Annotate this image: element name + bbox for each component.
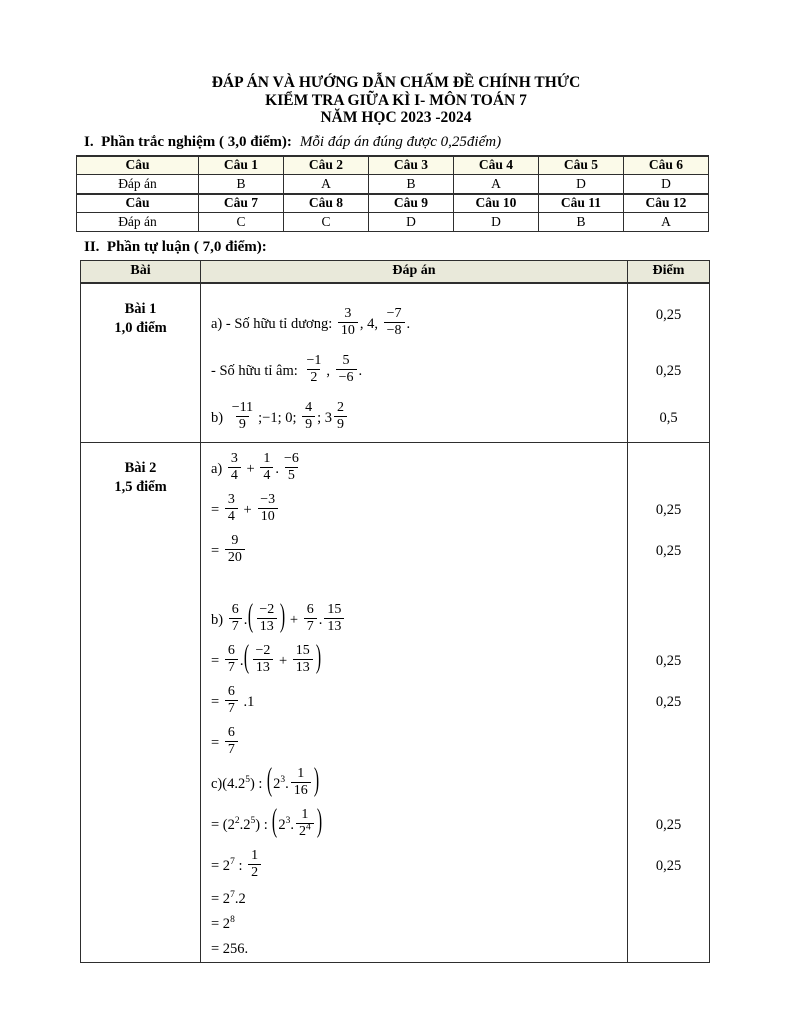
solution-line: [201, 442, 628, 490]
left-paren: (: [266, 763, 273, 798]
fraction: $\frac{6}{7}$: [229, 602, 242, 635]
math-text: b): [211, 611, 227, 628]
mc-row-label: Câu: [77, 156, 199, 175]
score-value: 0,25: [628, 348, 710, 395]
fraction: $\frac{-3}{10}$: [257, 492, 278, 525]
mc-question-cell: Câu 3: [369, 156, 454, 175]
mc-answer-cell: C: [284, 213, 369, 232]
fraction: $\frac{-1}{2}$: [306, 352, 322, 385]
solution-line: [201, 490, 628, 531]
fraction: $\frac{15}{13}$: [293, 643, 313, 676]
solution-line: [201, 723, 628, 764]
mc-answer-row: [77, 175, 709, 194]
math-text: .: [243, 611, 248, 628]
exponent: 3: [285, 815, 291, 826]
section2-heading-bold: II. Phần tự luận ( 7,0 điểm):: [84, 239, 267, 255]
solution-row: [81, 442, 710, 490]
mc-question-cell: Câu 2: [284, 156, 369, 175]
math-text: .2: [239, 816, 251, 833]
fraction: $\frac{1}{2}$: [248, 848, 261, 881]
math-text: ; 3: [317, 409, 333, 426]
solution-line: [201, 764, 628, 805]
score-value: 0,25: [628, 283, 710, 348]
right-paren: ): [313, 763, 319, 798]
mc-answer-cell: A: [284, 175, 369, 194]
math-text: 2: [273, 775, 281, 792]
fraction: $\frac{1}{16}$: [291, 766, 311, 799]
mc-question-cell: Câu 10: [454, 194, 539, 213]
problem-label: [81, 283, 201, 443]
solution-line: [201, 846, 628, 887]
solution-line: [201, 531, 628, 572]
math-text: ,: [326, 362, 334, 379]
exponent: 7: [230, 889, 235, 900]
section1-heading: [84, 134, 734, 151]
solution-line: [201, 283, 628, 348]
fraction: $\frac{6}{7}$: [225, 643, 238, 676]
essay-table-head: [81, 261, 710, 283]
math-text: =: [211, 501, 223, 518]
section1-heading-bold: I. Phần trắc nghiệm ( 3,0 điểm):: [84, 133, 292, 150]
math-text: ;−1; 0;: [258, 409, 301, 426]
math-text: = 2: [211, 857, 231, 874]
exponent: 3: [280, 774, 286, 785]
score-value: [628, 912, 710, 937]
score-value: [628, 572, 710, 641]
score-value: [628, 887, 710, 912]
left-paren: (: [248, 599, 254, 634]
math-text: =: [211, 734, 223, 751]
exponent: 5: [250, 815, 256, 826]
fraction: $\frac{9}{20}$: [225, 533, 245, 566]
essay-table-body: [81, 283, 710, 963]
problem-label: [81, 442, 201, 962]
exponent: 5: [245, 774, 250, 785]
score-value: [628, 937, 710, 963]
mc-answer-cell: D: [369, 213, 454, 232]
problem-label-line: 1,5 điểm: [114, 478, 167, 495]
mc-row-label: Đáp án: [77, 175, 199, 194]
solution-row: [81, 283, 710, 348]
mc-question-row: [77, 156, 709, 175]
score-value: 0,25: [628, 682, 710, 723]
solution-line: [201, 641, 628, 682]
problem-label-line: Bài 1: [124, 300, 157, 317]
solution-line: [201, 937, 628, 963]
doc-title-line3: NĂM HỌC 2023 -2024: [320, 109, 472, 126]
mc-question-cell: Câu 5: [539, 156, 624, 175]
solution-line: [201, 805, 628, 846]
left-paren: (: [272, 804, 278, 839]
math-text: .1: [239, 693, 255, 710]
math-text: 2: [278, 816, 286, 833]
math-text: :: [234, 857, 247, 874]
fraction: $\frac{6}{7}$: [225, 684, 238, 717]
math-text: .: [275, 460, 279, 477]
score-value: 0,25: [628, 490, 710, 531]
doc-title-line1: ĐÁP ÁN VÀ HƯỚNG DẪN CHẤM ĐỀ CHÍNH THỨC: [211, 74, 581, 91]
fraction: $\frac{5}{-6}$: [336, 353, 357, 386]
math-text: =: [211, 693, 223, 710]
math-text: ) :: [249, 775, 267, 792]
score-value: [628, 764, 710, 805]
mc-row-label: Đáp án: [77, 213, 199, 232]
multiple-choice-table-body: [77, 156, 709, 232]
exponent: 8: [230, 914, 235, 925]
doc-title-line2: KIỂM TRA GIỮA KÌ I- MÔN TOÁN 7: [265, 91, 527, 109]
score-value: 0,5: [628, 395, 710, 443]
mc-answer-cell: D: [539, 175, 624, 194]
multiple-choice-table: [76, 155, 709, 233]
math-text: .: [406, 315, 411, 332]
math-text: = (2: [211, 816, 235, 833]
score-value: 0,25: [628, 846, 710, 887]
fraction: $\frac{-2}{13}$: [252, 643, 273, 676]
mc-question-cell: Câu 4: [454, 156, 539, 175]
exponent: 2: [234, 815, 240, 826]
fraction: $\frac{-7}{-8}$: [384, 306, 405, 339]
fraction: $\frac{-6}{5}$: [283, 450, 299, 483]
exponent: 7: [230, 856, 235, 867]
math-text: .: [290, 816, 294, 833]
mc-answer-cell: A: [454, 175, 539, 194]
mc-question-cell: Câu 6: [624, 156, 709, 175]
mc-answer-cell: D: [624, 175, 709, 194]
fraction: $\frac{3}{10}$: [338, 306, 358, 339]
math-text: +: [239, 501, 256, 518]
fraction: $\frac{3}{4}$: [225, 492, 238, 525]
math-text: = 256.: [211, 940, 249, 957]
essay-header-row: [81, 261, 710, 283]
essay-table: [80, 260, 710, 963]
essay-header-diem: Điểm: [628, 261, 710, 283]
solution-line: [201, 682, 628, 723]
fraction: $\frac{6}{7}$: [304, 602, 317, 635]
math-text: .: [318, 611, 323, 628]
math-text: +: [275, 652, 291, 669]
mc-question-cell: Câu 9: [369, 194, 454, 213]
math-text: = 2: [211, 915, 231, 932]
math-text: c)(4.2: [211, 775, 246, 792]
fraction: $\frac{15}{13}$: [324, 602, 344, 635]
document-title-block: [58, 74, 734, 127]
fraction: $\frac{-2}{13}$: [256, 602, 277, 635]
mc-question-cell: Câu 1: [199, 156, 284, 175]
score-value: 0,25: [628, 805, 710, 846]
mc-question-row: [77, 194, 709, 213]
solution-line: [201, 912, 628, 937]
math-text: .2: [234, 890, 246, 907]
mc-answer-cell: A: [624, 213, 709, 232]
math-text: ) :: [255, 816, 272, 833]
solution-line: [201, 572, 628, 641]
mc-answer-cell: B: [539, 213, 624, 232]
mc-question-cell: Câu 7: [199, 194, 284, 213]
right-paren: ): [315, 640, 321, 675]
math-text: - Số hữu tỉ âm:: [211, 362, 302, 379]
math-text: , 4,: [359, 315, 382, 332]
solution-line: [201, 348, 628, 395]
math-text: +: [242, 460, 259, 477]
right-paren: ): [280, 599, 286, 634]
fraction: $\frac{6}{7}$: [225, 725, 238, 758]
solution-line: [201, 887, 628, 912]
mc-answer-cell: C: [199, 213, 284, 232]
math-text: +: [286, 611, 302, 628]
right-paren: ): [316, 804, 322, 839]
math-text: = 2: [211, 890, 231, 907]
problem-label-line: 1,0 điểm: [114, 319, 167, 336]
math-text: .: [285, 775, 289, 792]
section2-heading: [84, 239, 734, 256]
math-text: =: [211, 542, 223, 559]
mc-row-label: Câu: [77, 194, 199, 213]
math-text: .: [358, 362, 363, 379]
fraction: $\frac{3}{4}$: [228, 451, 241, 484]
problem-label-line: Bài 2: [124, 459, 157, 476]
math-text: b): [211, 409, 227, 426]
score-value: 0,25: [628, 641, 710, 682]
fraction: $\frac{-11}{9}$: [231, 399, 254, 432]
math-text: =: [211, 652, 223, 669]
essay-header-bai: Bài: [81, 261, 201, 283]
mc-answer-cell: B: [199, 175, 284, 194]
mc-answer-row: [77, 213, 709, 232]
essay-header-dapan: Đáp án: [201, 261, 628, 283]
solution-line: [201, 395, 628, 443]
score-value: [628, 442, 710, 490]
left-paren: (: [244, 640, 250, 675]
mc-question-cell: Câu 12: [624, 194, 709, 213]
fraction: $\frac{1}{4}$: [260, 451, 273, 484]
mc-answer-cell: D: [454, 213, 539, 232]
score-value: [628, 723, 710, 764]
math-text: .: [239, 652, 244, 669]
mc-question-cell: Câu 8: [284, 194, 369, 213]
fraction: $\frac{1}{2^4}$: [296, 807, 314, 840]
fraction: $\frac{2}{9}$: [334, 400, 347, 433]
mc-answer-cell: B: [369, 175, 454, 194]
mc-question-cell: Câu 11: [539, 194, 624, 213]
math-text: a): [211, 460, 226, 477]
section1-heading-note: Mỗi đáp án đúng được 0,25điểm): [299, 133, 502, 150]
math-text: a) - Số hữu tỉ dương:: [211, 315, 336, 332]
fraction: $\frac{4}{9}$: [302, 400, 315, 433]
score-value: 0,25: [628, 531, 710, 572]
